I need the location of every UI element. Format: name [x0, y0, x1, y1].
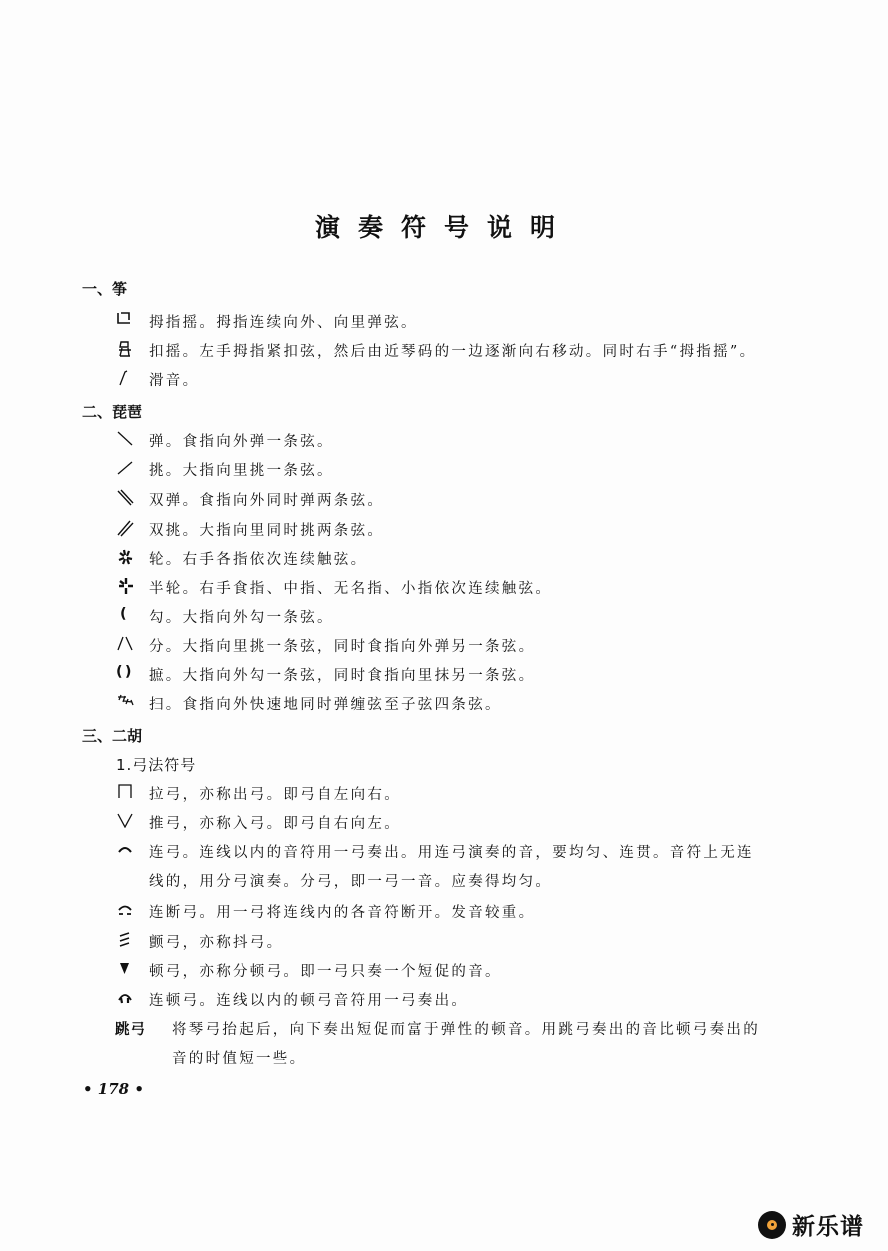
- symbol-description: 拉弓，亦称出弓。即弓自左向右。: [149, 787, 401, 803]
- symbol-description: 顿弓，亦称分顿弓。即一弓只奏一个短促的音。: [149, 964, 502, 980]
- pinch-symbol-icon: (): [116, 664, 134, 680]
- symbol-description: 挑。大指向里挑一条弦。: [149, 463, 334, 479]
- symbol-description: 滑音。: [149, 373, 200, 389]
- symbol-description: 拇指摇。拇指连续向外、向里弹弦。: [149, 315, 418, 331]
- symbol-description: 分。大指向里挑一条弦，同时食指向外弹另一条弦。: [149, 639, 536, 655]
- symbol-description: 摭。大指向外勾一条弦，同时食指向里抹另一条弦。: [149, 668, 536, 684]
- symbol-description-continued: 线的，用分弓演奏。分弓，即一弓一音。应奏得均匀。: [149, 874, 553, 890]
- section-heading-erhu: 三、二胡: [82, 727, 143, 745]
- subheading-bowing-symbols: 1.弓法符号: [116, 756, 197, 774]
- page-title: 演奏符号说明: [314, 213, 573, 242]
- symbol-description: 弹。食指向外弹一条弦。: [149, 434, 334, 450]
- section-heading-pipa: 二、琵琶: [82, 403, 143, 421]
- watermark-logo: [758, 1208, 864, 1241]
- symbol-description: 扣摇。左手拇指紧扣弦，然后由近琴码的一边逐渐向右移动。同时右手“拇指摇”。: [149, 344, 757, 360]
- page-number: • 178 •: [83, 1080, 144, 1098]
- symbol-description: 颤弓，亦称抖弓。: [149, 935, 284, 951]
- symbol-description: 将琴弓抬起后，向下奏出短促而富于弹性的顿音。用跳弓奏出的音比顿弓奏出的: [172, 1022, 760, 1038]
- hook-symbol-icon: (: [120, 606, 129, 622]
- symbol-description: 连弓。连线以内的音符用一弓奏出。用连弓演奏的音，要均匀、连贯。音符上无连: [149, 845, 754, 861]
- symbol-description: 双挑。大指向里同时挑两条弦。: [149, 523, 385, 539]
- symbol-description: 扫。食指向外快速地同时弹缠弦至子弦四条弦。: [149, 697, 502, 713]
- symbol-description: 连断弓。用一弓将连线内的各音符断开。发音较重。: [149, 905, 536, 921]
- symbol-description: 推弓，亦称入弓。即弓自右向左。: [149, 816, 401, 832]
- symbol-description-continued: 音的时值短一些。: [172, 1051, 307, 1067]
- symbol-description: 半轮。右手食指、中指、无名指、小指依次连续触弦。: [149, 581, 553, 597]
- symbol-description: 轮。右手各指依次连续触弦。: [149, 552, 368, 568]
- watermark-text: 新乐谱: [792, 1214, 864, 1240]
- vinyl-disc-icon: [758, 1211, 786, 1239]
- section-heading-zheng: 一、筝: [82, 280, 128, 298]
- symbol-description: 勾。大指向外勾一条弦。: [149, 610, 334, 626]
- symbol-description: 双弹。食指向外同时弹两条弦。: [149, 493, 385, 509]
- symbol-description: 连顿弓。连线以内的顿弓音符用一弓奏出。: [149, 993, 469, 1009]
- spiccato-label: 跳弓: [115, 1022, 146, 1038]
